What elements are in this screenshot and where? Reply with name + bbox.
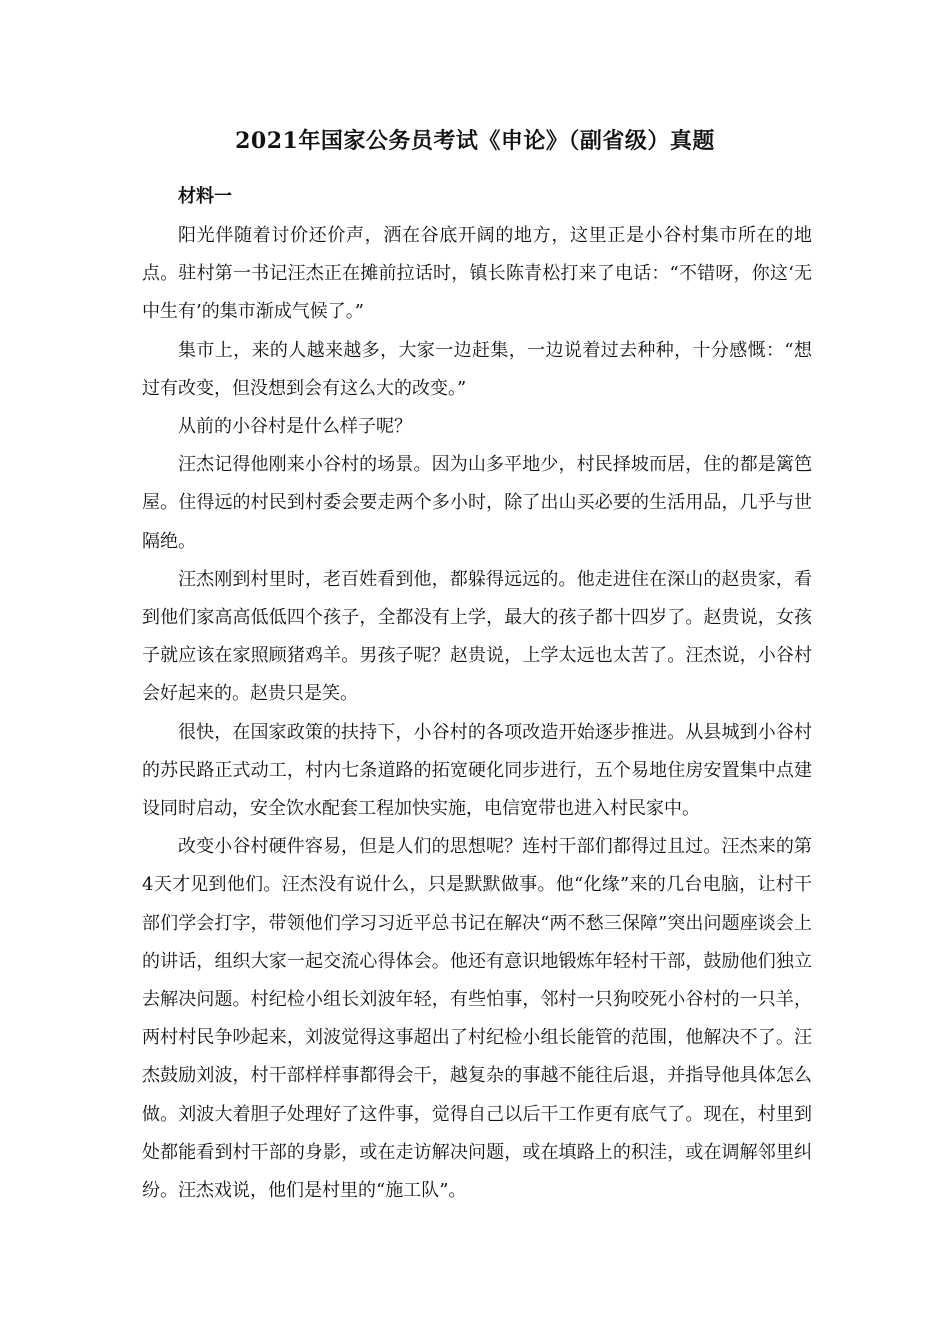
paragraph-7: 改变小谷村硬件容易，但是人们的思想呢？连村干部们都得过且过。汪杰来的第4天才见到他们。汪杰没有说什么，只是默默做事。他“化缘”来的几台电脑，让村干部们学会打字，带领他们学习习近平总书记在解决“两不愁三保障”突出问题座谈会上的讲话，组织大家一起交流心得体会。他还有意识地锻炼年轻村干部，鼓励他们独立去解决问题。村纪检小组长刘波年轻，有些怕事，邻村一只狗咬死小谷村的一只羊，两村村民争吵起来，刘波觉得这事超出了村纪检小组长能管的范围，他解决不了。汪杰鼓励刘波，村干部样样事都得会干，越复杂的事越不能往后退，并指导他具体怎么做。刘波大着胆子处理好了这件事，觉得自己以后干工作更有底气了。现在，村里到处都能看到村干部的身影，或在走访解决问题，或在填路上的积洼，或在调解邻里纠纷。汪杰戏说，他们是村里的“施工队”。 — [142, 836, 812, 1202]
paragraph-3: 从前的小谷村是什么样子呢？ — [178, 416, 412, 438]
paragraph-5: 汪杰刚到村里时，老百姓看到他，都躲得远远的。他走进住在深山的赵贵家，看到他们家高高低低四个孩子，全都没有上学，最大的孩子都十四岁了。赵贵说，女孩子就应该在家照顾猪鸡羊。男孩子呢？赵贵说，上学太远也太苦了。汪杰说，小谷村会好起来的。赵贵只是笑。 — [142, 568, 812, 705]
paragraph-1: 阳光伴随着讨价还价声，洒在谷底开阔的地方，这里正是小谷村集市所在的地点。驻村第一书记汪杰正在摊前拉话时，镇长陈青松打来了电话：“不错呀，你这‘无中生有’的集市渐成气候了。” — [142, 225, 812, 323]
page-title: 2021年国家公务员考试《申论》（副省级）真题 — [235, 128, 715, 154]
document-body — [142, 177, 812, 1210]
section-heading: 材料一 — [178, 186, 232, 207]
paragraph-6: 很快，在国家政策的扶持下，小谷村的各项改造开始逐步推进。从县城到小谷村的苏民路正式动工，村内七条道路的拓宽硬化同步进行，五个易地住房安置集中点建设同时启动，安全饮水配套工程加快实施，电信宽带也进入村民家中。 — [142, 721, 812, 820]
paragraph-2: 集市上，来的人越来越多，大家一边赶集，一边说着过去种种，十分感慨：“想过有改变，但没想到会有这么大的改变。” — [142, 339, 812, 399]
paragraph-4: 汪杰记得他刚来小谷村的场景。因为山多平地少，村民择坡而居，住的都是篱笆屋。住得远的村民到村委会要走两个多小时，除了出山买必要的生活用品，几乎与世隔绝。 — [142, 454, 812, 552]
